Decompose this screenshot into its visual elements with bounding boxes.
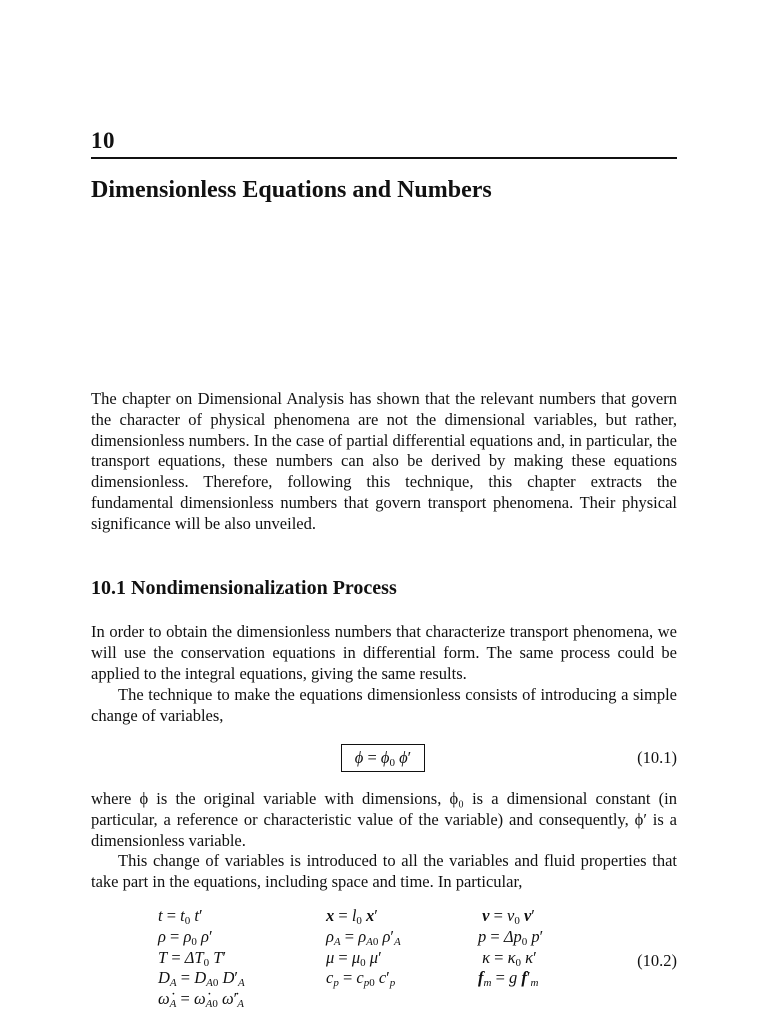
equation-column-2: $x = l_0$ x′ $\rho_A = \rho_{A0}$ $\rho'_A$ $\mu = \mu_0$ μ′ $c_p = c_{p0}$ $c'_p$	[326, 906, 401, 990]
paragraph-4: This change of variables is introduced to all the variables and fluid properties that take part in the equations, including space and time. In particular,	[91, 851, 677, 891]
equation-10-1: $\phi = \phi_0$ ϕ′	[341, 744, 425, 772]
equation-column-3: $v = v_0$ v′ $p = \Delta p_0$ p′ $\kappa = \kappa_0$ κ′ $f_m = g$ $f'_m$	[478, 906, 544, 990]
chapter-rule	[91, 157, 677, 159]
intro-paragraph: The chapter on Dimensional Analysis has shown that the relevant numbers that govern the character of physical phenomena are not the dimensional variables, but rather, dimensionless numbers. In the case of partial differential equations and, in particular, the transport equations, these numbers can also be derived by making these equations dimensionless. Therefore, following this technique, this chapter extracts the fundamental dimensionless numbers that govern transport phenomena. Their physical significance will be also unveiled.	[91, 389, 677, 533]
equation-number-10-1: (10.1)	[637, 748, 677, 767]
equation-number-10-2: (10.2)	[637, 951, 677, 970]
paragraph-2: The technique to make the equations dimensionless consists of introducing a simple change of variables,	[91, 685, 677, 725]
chapter-number: 10	[91, 128, 115, 153]
chapter-title: Dimensionless Equations and Numbers	[91, 177, 492, 203]
paragraph-1: In order to obtain the dimensionless numbers that characterize transport phenomena, we will use the conservation equations in differential form. The same process could be applied to the integral equations, giving the same results.	[91, 622, 677, 683]
paragraph-3: where ϕ is the original variable with dimensions, ϕ₀ is a dimensional constant (in particular, a reference or characteristic value of the variable) and consequently, ϕ′ is a dimensionless variable.	[91, 789, 677, 850]
section-title: 10.1 Nondimensionalization Process	[91, 577, 397, 599]
equation-column-1: $t = t_0$ t′ $\rho = \rho_0$ ρ′ $T = \Delta T_0$ T′ $D_A = D_{A0}$ $D'_A$ $\omegȧ_A$ = $\omegȧ_{A0}$ $\omegȧ'_A$	[158, 906, 245, 1011]
